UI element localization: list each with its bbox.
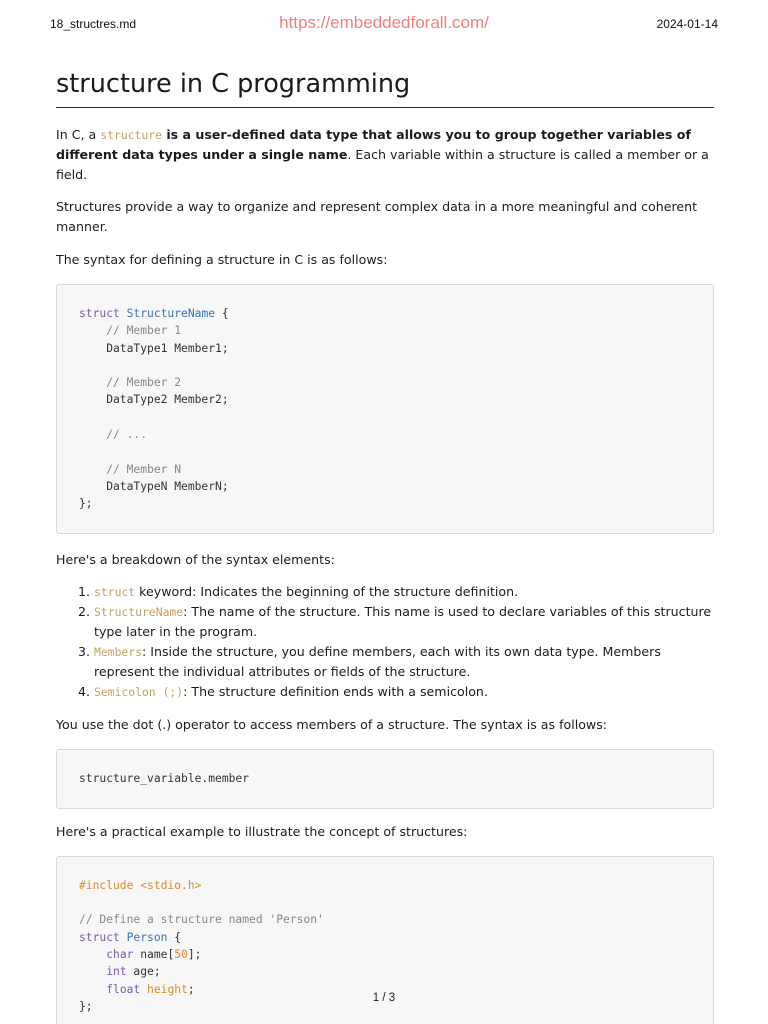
page-number: 1 / 3: [372, 992, 396, 1004]
code-blank-line: [79, 443, 691, 460]
code-line: };: [79, 497, 93, 511]
inline-code: StructureName: [94, 604, 184, 619]
code-text: age;: [126, 965, 161, 979]
code-block-syntax: [56, 284, 714, 534]
code-type-name: Person: [126, 930, 168, 944]
inline-code-structure: structure: [100, 128, 162, 142]
header-url[interactable]: https://embeddedforall.com/: [279, 13, 489, 32]
code-text: ;: [187, 982, 195, 996]
code-keyword: char: [106, 948, 134, 962]
code-line: };: [79, 999, 93, 1013]
code-line: structure_variable.member: [79, 771, 250, 785]
code-block-access: [56, 749, 714, 809]
paragraph-structures-purpose: Structures provide a way to organize and represent complex data in a more meaningful and coherent manner.: [56, 199, 698, 234]
header-filename: 18_structres.md: [50, 17, 137, 31]
code-comment: // Member 1: [79, 324, 182, 338]
breakdown-list: [56, 582, 714, 702]
list-item: [94, 602, 714, 642]
list-item-text: : The structure definition ends with a semicolon.: [183, 683, 488, 699]
inline-code: Semicolon (;): [94, 684, 184, 699]
code-text: name[: [133, 948, 175, 962]
code-indent: [79, 948, 106, 961]
list-item: [94, 582, 714, 602]
code-field: height: [147, 982, 188, 996]
code-comment: // Member N: [79, 462, 182, 476]
intro-prefix: In C, a: [56, 127, 101, 142]
list-item-text: : Inside the structure, you define members, each with its own data type. Members represent the individual attributes or fields of the structure.: [94, 643, 661, 679]
inline-code: struct: [94, 584, 136, 599]
list-item: [94, 642, 714, 682]
list-item: [94, 682, 714, 702]
code-comment: // Member 2: [79, 376, 182, 390]
code-keyword: struct: [79, 930, 120, 944]
header-date: 2024-01-14: [656, 17, 718, 31]
page-title: structure in C programming: [56, 68, 714, 108]
code-line: DataTypeN MemberN;: [79, 479, 229, 493]
inline-code: Members: [94, 644, 143, 659]
code-keyword: int: [106, 965, 127, 979]
code-text: {: [167, 930, 182, 944]
code-line: DataType1 Member1;: [79, 341, 229, 355]
code-blank-line: [79, 894, 691, 911]
code-blank-line: [79, 357, 691, 374]
code-preprocessor: #include <stdio.h>: [79, 878, 202, 892]
code-type-name: StructureName: [126, 307, 216, 320]
code-comment: // Define a structure named 'Person': [79, 913, 324, 927]
code-blank-line: [79, 409, 691, 426]
paragraph-breakdown-intro: Here's a breakdown of the syntax elements:: [56, 551, 335, 567]
code-comment: // ...: [79, 428, 148, 442]
code-text: ];: [187, 948, 202, 962]
intro-paragraph: [56, 125, 714, 185]
document-body: [56, 68, 714, 1024]
code-number: 50: [174, 948, 188, 962]
code-keyword: float: [106, 982, 141, 996]
code-indent: [79, 965, 106, 978]
code-keyword: struct: [79, 307, 120, 320]
paragraph-example-intro: Here's a practical example to illustrate the concept of structures:: [56, 823, 468, 839]
intro-suffix: . Each variable within a structure is called a member or a field.: [56, 147, 709, 182]
list-item-text: keyword: Indicates the beginning of the structure definition.: [135, 583, 519, 599]
intro-bold: is a user-defined data type that allows you to group together variables of different data types under a single name: [56, 127, 691, 162]
code-line: DataType2 Member2;: [79, 393, 229, 407]
code-text: {: [215, 307, 229, 320]
list-item-text: : The name of the structure. This name is used to declare variables of this structure type later in the program.: [94, 603, 712, 639]
paragraph-dot-operator: You use the dot (.) operator to access members of a structure. The syntax is as follows:: [56, 716, 608, 732]
paragraph-syntax-intro: The syntax for defining a structure in C is as follows:: [56, 252, 388, 267]
